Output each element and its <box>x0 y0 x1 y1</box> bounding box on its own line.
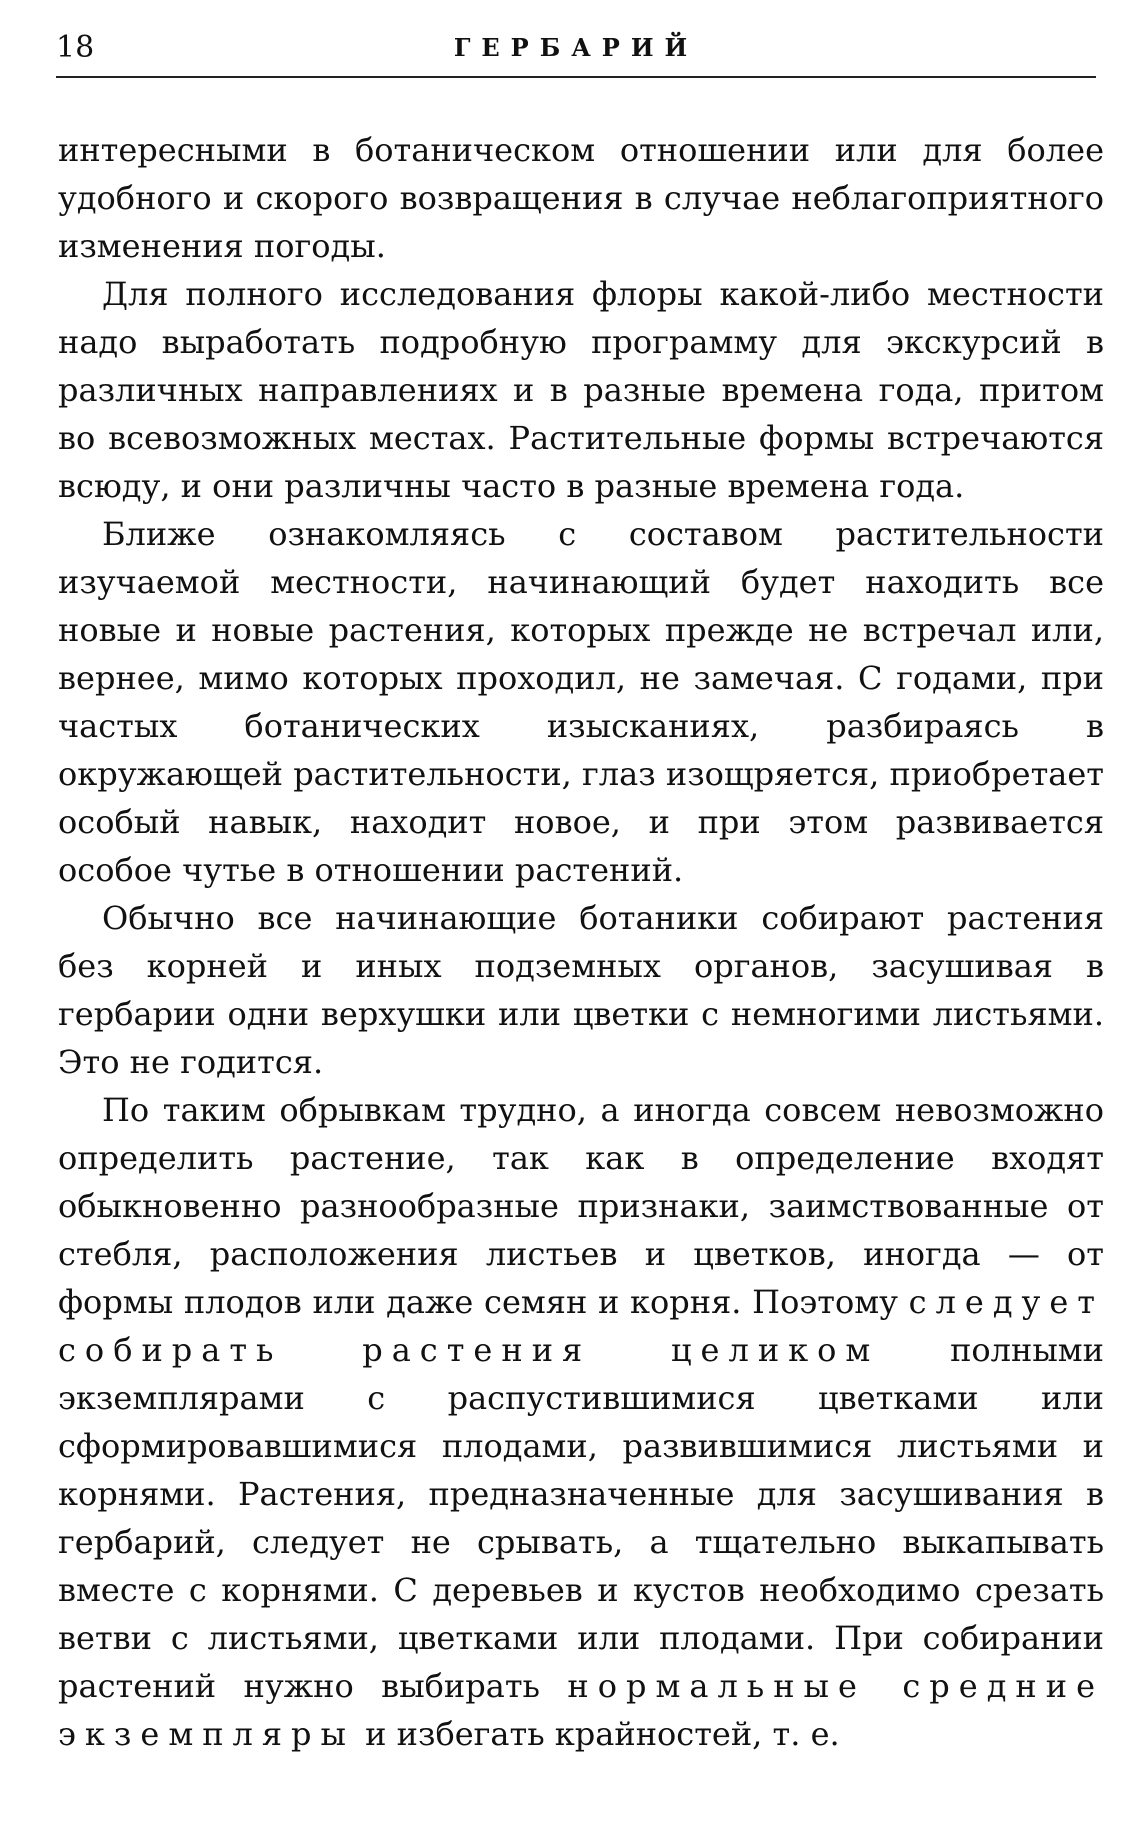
paragraph-5 <box>58 1086 1104 1758</box>
paragraph-2: Для полного исследования флоры какой-либо местности надо выработать подробную программу для экскурсий в различных направлениях и в разные времена года, притом во всевозможных местах. Растительные формы встречаются всюду, и они различны часто в разные времена года. <box>58 275 1104 505</box>
paragraph-1: интересными в ботаническом отношении или для более удобного и скорого возвращения в случае неблагоприятного изменения погоды. <box>58 131 1104 265</box>
paragraph-5-text-before: По таким обрывкам трудно, а иногда совсем невозможно определить растение, так как в определение входят обыкновенно разнообразные признаки, заимствованные от стебля, расположения листьев и цветков, иногда — от формы плодов или даже семян и корня. Поэтому <box>58 1091 1104 1321</box>
paragraph-3: Ближе ознакомляясь с составом растительности изучаемой местности, начинающий будет находить все новые и новые растения, которых прежде не встречал или, вернее, мимо которых проходил, не замечая. С годами, при частых ботанических изысканиях, разбираясь в окружающей растительности, глаз изощряется, приобретает особый навык, находит новое, и при этом развивается особое чутье в отношении растений. <box>58 515 1104 889</box>
emphasis-collect-whole: следует собирать растения целиком <box>58 1283 1104 1369</box>
header-rule <box>56 76 1096 78</box>
page-header <box>56 26 1096 76</box>
paragraph-4: Обычно все начинающие ботаники собирают растения без корней и иных подземных органов, засушивая в гербарии одни верхушки или цветки с немногими листьями. Это не годится. <box>58 899 1104 1081</box>
paragraph-5-text-middle: полными экземплярами с распустившимися цветками или сформировавшимися плодами, развившимися листьями и корнями. Растения, предназначенные для засушивания в гербарий, следует не срывать, а тщательно выкапывать вместе с корнями. С деревьев и кустов необходимо срезать ветви с листьями, цветками или плодами. При собирании растений нужно выбирать <box>58 1331 1104 1705</box>
paragraph-5-text-after: и избегать крайностей, т. е. <box>355 1715 840 1753</box>
emphasis-normal-specimens: нормальные средние экземпляры <box>58 1667 1105 1753</box>
body-text <box>58 126 1104 1758</box>
running-title: ГЕРБАРИЙ <box>453 33 699 62</box>
page-number: 18 <box>56 30 95 65</box>
